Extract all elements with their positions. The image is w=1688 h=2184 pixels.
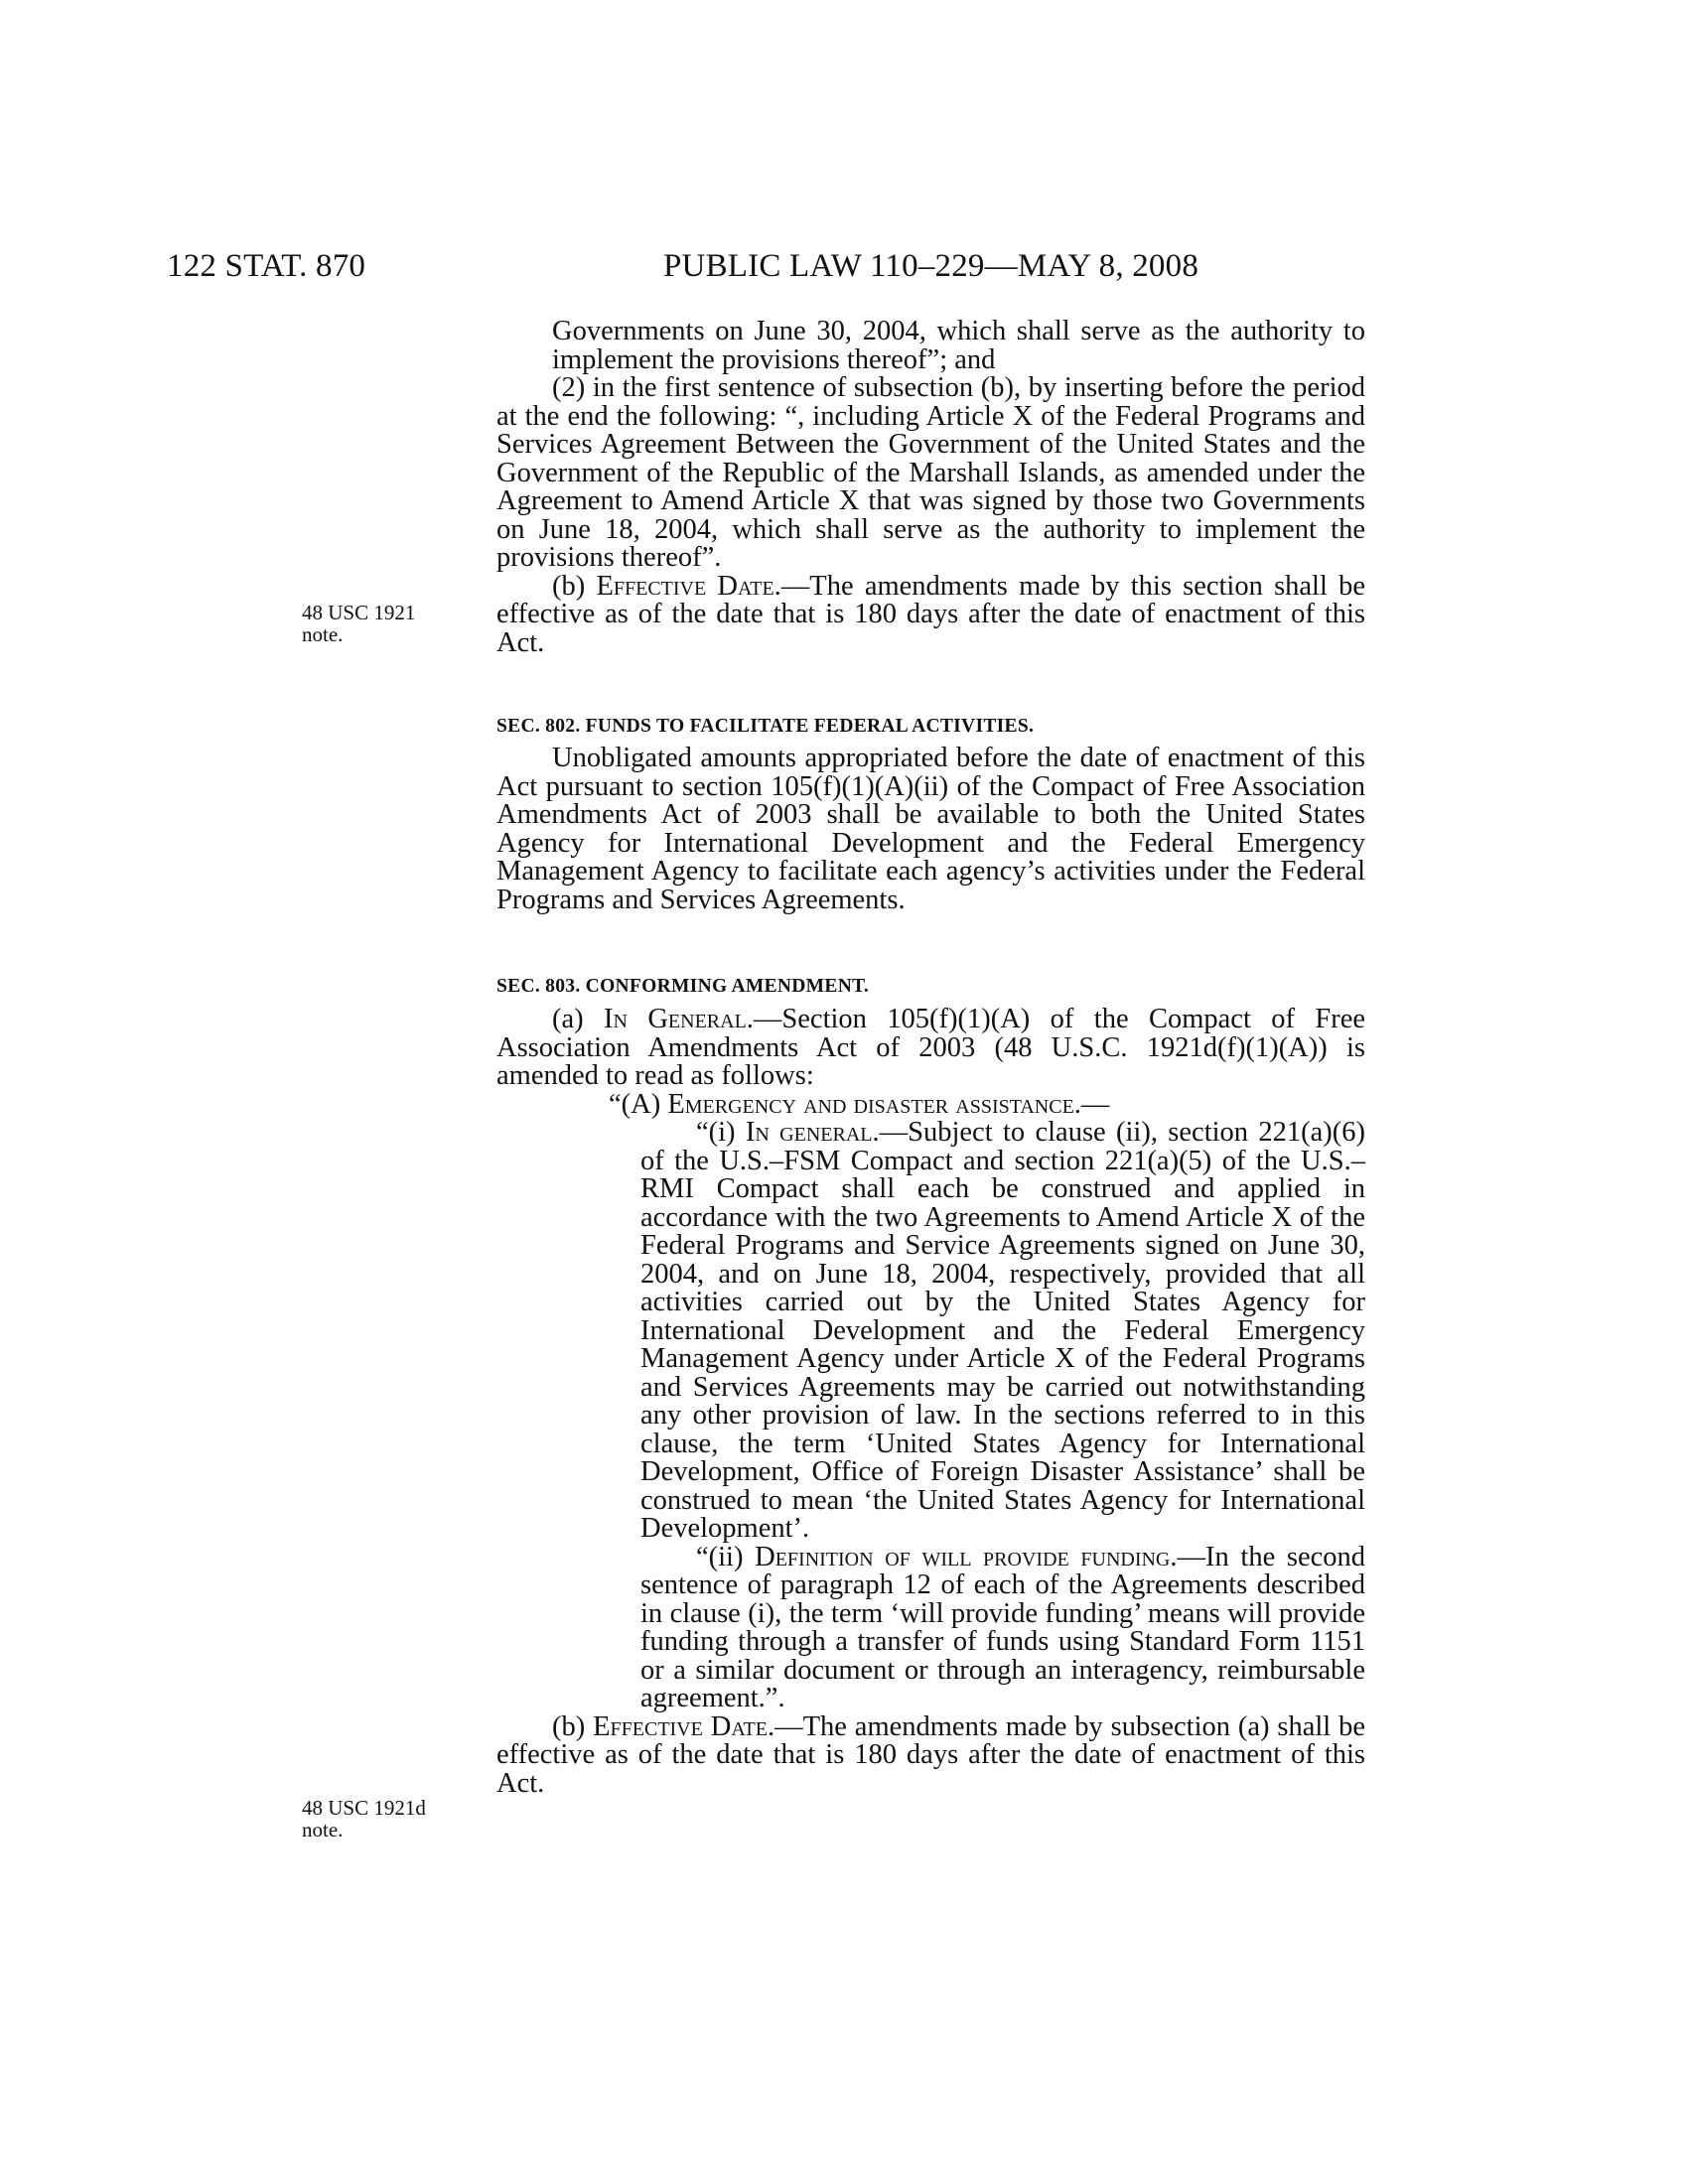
- margin-note-citation: 48 USC 1921: [302, 601, 416, 624]
- clauses: [496, 1119, 1365, 1713]
- section-heading: SEC. 802. FUNDS TO FACILITATE FEDERAL ACTIVITIES.: [496, 716, 1035, 737]
- section-802-body: [496, 745, 1365, 914]
- section-803-body: [496, 1006, 1365, 1798]
- section-802-text: Unobligated amounts appropriated before the date of enactment of this Act pursuant to section 105(f)(1)(A)(ii) of the Compact of Free Association Amendments Act of 2003 shall be available to both the United States Agency for International Development and the Federal Emergency Management Agency to facilitate each agency’s activities under the Federal Programs and Services Agreements.: [496, 743, 1365, 915]
- subparagraph-A: “(A) Emergency and disaster assistance.—: [609, 1088, 1110, 1120]
- subsection-a-heading: In General: [604, 1004, 747, 1034]
- margin-note-1921: [302, 602, 415, 645]
- subsection-a: (a) In General.—Section 105(f)(1)(A) of the Compact of Free Association Amendments Act of 2003 (48 U.S.C. 1921d(f)(1)(A)) is amended to read as follows:: [496, 1004, 1365, 1091]
- margin-note-1921d: [302, 1797, 426, 1841]
- running-title: PUBLIC LAW 110–229—MAY 8, 2008: [663, 248, 1199, 284]
- effective-date-heading: Effective Date: [596, 570, 774, 602]
- clause-ii-heading: Definition of will provide funding: [755, 1541, 1171, 1572]
- stat-page-number: 122 STAT. 870: [167, 248, 366, 284]
- margin-note-citation: 48 USC 1921d: [302, 1796, 426, 1820]
- section-803: [496, 973, 1365, 1002]
- subsection-b: (b) Effective Date.—The amendments made by subsection (a) shall be effective as of the date that is 180 days after the date of enactment of this Act.: [496, 1710, 1365, 1799]
- margin-note-label: note.: [302, 622, 344, 646]
- section-802: [496, 713, 1365, 742]
- continued-section-801: [496, 318, 1365, 657]
- clause-i: “(i) In general.—Subject to clause (ii), section 221(a)(6) of the U.S.–FSM Compact and section 221(a)(5) of the U.S.–RMI Compact shall each be construed and applied in accordance with the two Agreements to Amend Article X of the Federal Programs and Service Agreements signed on June 30, 2004, and on June 18, 2004, respectively, provided that all activities carried out by the United States Agency for International Development and the Federal Emergency Management Agency under Article X of the Federal Programs and Services Agreements may be carried out notwithstanding any other provision of law. In the sections referred to in this clause, the term ‘United States Agency for International Development, Office of Foreign Disaster Assistance’ shall be construed to mean ‘the United States Agency for International Development’.: [640, 1117, 1365, 1544]
- margin-note-label: note.: [302, 1818, 344, 1842]
- continued-paragraph: Governments on June 30, 2004, which shall serve as the authority to implement the provisions thereof”; and: [552, 316, 1365, 375]
- clause-i-heading: In general: [745, 1117, 873, 1148]
- paragraph-2: (2) in the first sentence of subsection (b), by inserting before the period at the end the following: “, including Article X of the Federal Programs and Services Agreement Between the Government of the United States and the Government of the Republic of the Marshall Islands, as amended under the Agreement to Amend Article X that was signed by those two Governments on June 18, 2004, which shall serve as the authority to implement the provisions thereof”.: [496, 372, 1365, 573]
- subsection-b-heading: Effective Date: [593, 1710, 768, 1742]
- section-heading: SEC. 803. CONFORMING AMENDMENT.: [496, 976, 870, 997]
- effective-date-paragraph: (b) Effective Date.—The amendments made by this section shall be effective as of the date that is 180 days after the date of enactment of this Act.: [496, 570, 1366, 658]
- clause-ii: “(ii) Definition of will provide funding.—In the second sentence of paragraph 12 of each of the Agreements described in clause (i), the term ‘will provide funding’ means will provide funding through a transfer of funds using Standard Form 1151 or a similar document or through an interagency, reimbursable agreement.”.: [640, 1541, 1366, 1713]
- subparagraph-A-heading: Emergency and disaster assistance: [667, 1088, 1074, 1120]
